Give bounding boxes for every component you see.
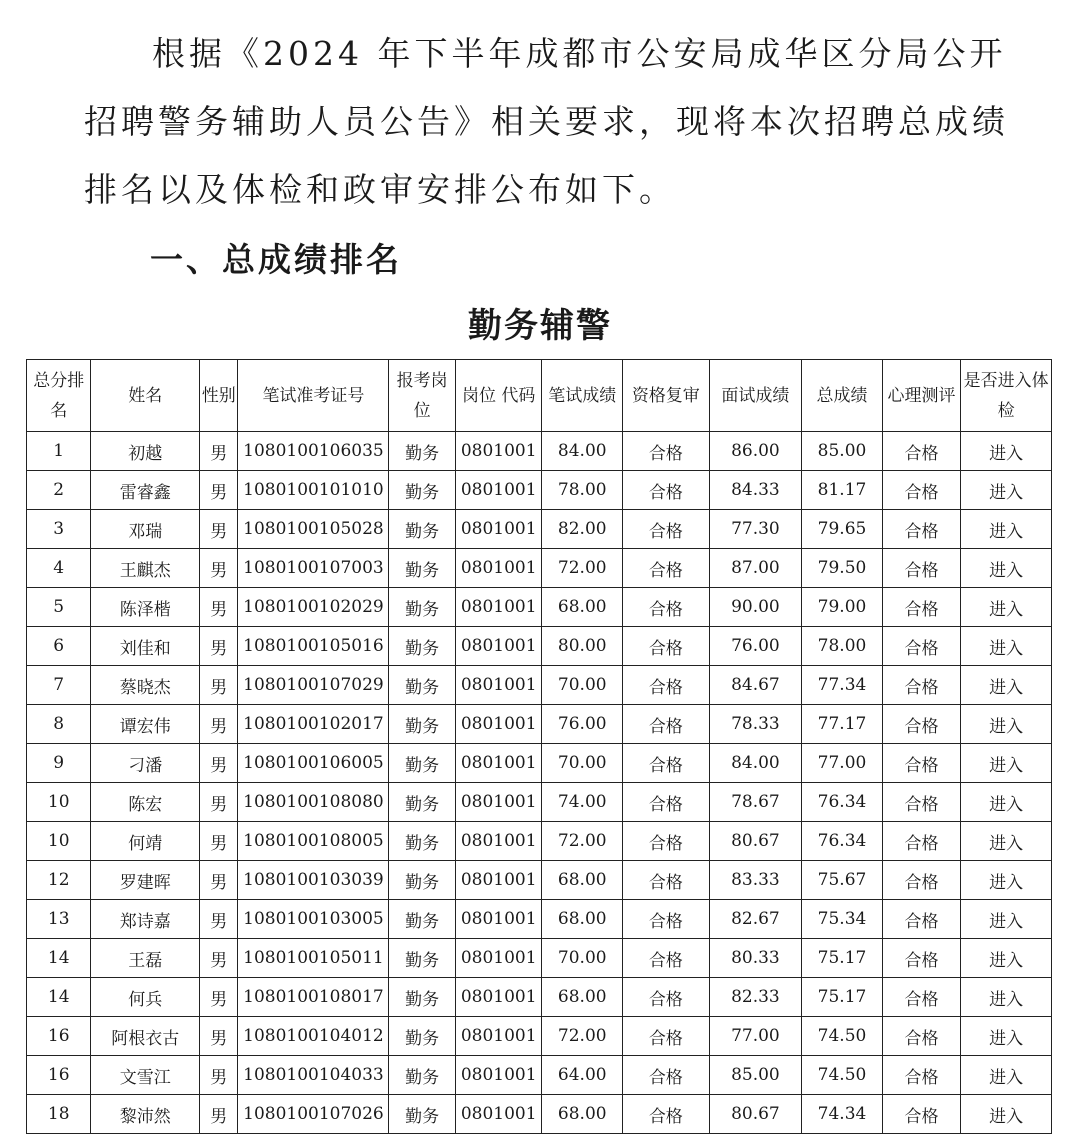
qualification-cell: 合格 bbox=[623, 978, 710, 1017]
qualification-cell: 合格 bbox=[623, 1017, 710, 1056]
name-cell: 何兵 bbox=[91, 978, 200, 1017]
psych-eval-cell: 合格 bbox=[882, 744, 961, 783]
name-cell: 郑诗嘉 bbox=[91, 900, 200, 939]
total-score-cell: 74.50 bbox=[802, 1056, 883, 1095]
post-code-cell: 0801001 bbox=[455, 432, 542, 471]
exam-no-cell: 1080100105028 bbox=[238, 510, 389, 549]
gender-cell: 男 bbox=[200, 471, 238, 510]
header-post: 报考岗位 bbox=[389, 360, 455, 432]
interview-score-cell: 85.00 bbox=[709, 1056, 802, 1095]
written-score-cell: 72.00 bbox=[542, 1017, 623, 1056]
rank-cell: 13 bbox=[27, 900, 91, 939]
table-row bbox=[27, 588, 1052, 627]
total-score-cell: 77.34 bbox=[802, 666, 883, 705]
total-score-cell: 79.65 bbox=[802, 510, 883, 549]
header-total-score: 总成绩 bbox=[802, 360, 883, 432]
psych-eval-cell: 合格 bbox=[882, 939, 961, 978]
rank-cell: 3 bbox=[27, 510, 91, 549]
table-row bbox=[27, 705, 1052, 744]
header-psych-eval: 心理测评 bbox=[882, 360, 961, 432]
psych-eval-cell: 合格 bbox=[882, 822, 961, 861]
header-qualification: 资格复审 bbox=[623, 360, 710, 432]
section-heading: 一、总成绩排名 bbox=[150, 240, 402, 279]
rank-cell: 7 bbox=[27, 666, 91, 705]
rank-cell: 14 bbox=[27, 978, 91, 1017]
post-code-cell: 0801001 bbox=[455, 588, 542, 627]
rank-cell: 10 bbox=[27, 822, 91, 861]
post-code-cell: 0801001 bbox=[455, 1056, 542, 1095]
post-code-cell: 0801001 bbox=[455, 978, 542, 1017]
exam-no-cell: 1080100104012 bbox=[238, 1017, 389, 1056]
written-score-cell: 64.00 bbox=[542, 1056, 623, 1095]
name-cell: 谭宏伟 bbox=[91, 705, 200, 744]
written-score-cell: 68.00 bbox=[542, 1095, 623, 1134]
rank-cell: 1 bbox=[27, 432, 91, 471]
rank-cell: 5 bbox=[27, 588, 91, 627]
gender-cell: 男 bbox=[200, 666, 238, 705]
physical-exam-cell: 进入 bbox=[961, 549, 1052, 588]
rank-cell: 14 bbox=[27, 939, 91, 978]
exam-no-cell: 1080100106035 bbox=[238, 432, 389, 471]
rank-cell: 6 bbox=[27, 627, 91, 666]
exam-no-cell: 1080100107003 bbox=[238, 549, 389, 588]
header-written-score: 笔试成绩 bbox=[542, 360, 623, 432]
physical-exam-cell: 进入 bbox=[961, 510, 1052, 549]
header-rank: 总分排名 bbox=[27, 360, 91, 432]
psych-eval-cell: 合格 bbox=[882, 510, 961, 549]
name-cell: 初越 bbox=[91, 432, 200, 471]
rank-cell: 16 bbox=[27, 1056, 91, 1095]
qualification-cell: 合格 bbox=[623, 471, 710, 510]
interview-score-cell: 78.33 bbox=[709, 705, 802, 744]
post-code-cell: 0801001 bbox=[455, 471, 542, 510]
written-score-cell: 70.00 bbox=[542, 744, 623, 783]
exam-no-cell: 1080100107029 bbox=[238, 666, 389, 705]
qualification-cell: 合格 bbox=[623, 861, 710, 900]
table-row bbox=[27, 627, 1052, 666]
name-cell: 刁潘 bbox=[91, 744, 200, 783]
gender-cell: 男 bbox=[200, 1017, 238, 1056]
exam-no-cell: 1080100108017 bbox=[238, 978, 389, 1017]
table-row bbox=[27, 432, 1052, 471]
written-score-cell: 70.00 bbox=[542, 666, 623, 705]
post-code-cell: 0801001 bbox=[455, 705, 542, 744]
qualification-cell: 合格 bbox=[623, 900, 710, 939]
physical-exam-cell: 进入 bbox=[961, 588, 1052, 627]
total-score-cell: 77.17 bbox=[802, 705, 883, 744]
post-cell: 勤务 bbox=[389, 783, 455, 822]
post-cell: 勤务 bbox=[389, 978, 455, 1017]
post-cell: 勤务 bbox=[389, 510, 455, 549]
post-cell: 勤务 bbox=[389, 705, 455, 744]
interview-score-cell: 90.00 bbox=[709, 588, 802, 627]
table-row bbox=[27, 939, 1052, 978]
psych-eval-cell: 合格 bbox=[882, 900, 961, 939]
psych-eval-cell: 合格 bbox=[882, 978, 961, 1017]
total-score-cell: 75.67 bbox=[802, 861, 883, 900]
table-row bbox=[27, 510, 1052, 549]
gender-cell: 男 bbox=[200, 627, 238, 666]
name-cell: 刘佳和 bbox=[91, 627, 200, 666]
physical-exam-cell: 进入 bbox=[961, 783, 1052, 822]
written-score-cell: 78.00 bbox=[542, 471, 623, 510]
gender-cell: 男 bbox=[200, 705, 238, 744]
interview-score-cell: 87.00 bbox=[709, 549, 802, 588]
rank-cell: 4 bbox=[27, 549, 91, 588]
post-cell: 勤务 bbox=[389, 744, 455, 783]
written-score-cell: 84.00 bbox=[542, 432, 623, 471]
exam-no-cell: 1080100108080 bbox=[238, 783, 389, 822]
total-score-cell: 79.00 bbox=[802, 588, 883, 627]
table-row bbox=[27, 549, 1052, 588]
total-score-cell: 74.34 bbox=[802, 1095, 883, 1134]
exam-no-cell: 1080100107026 bbox=[238, 1095, 389, 1134]
post-code-cell: 0801001 bbox=[455, 549, 542, 588]
physical-exam-cell: 进入 bbox=[961, 666, 1052, 705]
gender-cell: 男 bbox=[200, 861, 238, 900]
qualification-cell: 合格 bbox=[623, 939, 710, 978]
written-score-cell: 68.00 bbox=[542, 978, 623, 1017]
psych-eval-cell: 合格 bbox=[882, 432, 961, 471]
psych-eval-cell: 合格 bbox=[882, 1095, 961, 1134]
qualification-cell: 合格 bbox=[623, 666, 710, 705]
physical-exam-cell: 进入 bbox=[961, 861, 1052, 900]
gender-cell: 男 bbox=[200, 900, 238, 939]
exam-no-cell: 1080100106005 bbox=[238, 744, 389, 783]
name-cell: 何靖 bbox=[91, 822, 200, 861]
table-row bbox=[27, 1095, 1052, 1134]
exam-no-cell: 1080100104033 bbox=[238, 1056, 389, 1095]
rank-cell: 8 bbox=[27, 705, 91, 744]
total-score-cell: 75.17 bbox=[802, 939, 883, 978]
rank-cell: 10 bbox=[27, 783, 91, 822]
header-row bbox=[27, 360, 1052, 432]
total-score-cell: 75.34 bbox=[802, 900, 883, 939]
interview-score-cell: 84.33 bbox=[709, 471, 802, 510]
written-score-cell: 74.00 bbox=[542, 783, 623, 822]
exam-no-cell: 1080100105016 bbox=[238, 627, 389, 666]
post-code-cell: 0801001 bbox=[455, 1017, 542, 1056]
qualification-cell: 合格 bbox=[623, 744, 710, 783]
interview-score-cell: 80.33 bbox=[709, 939, 802, 978]
physical-exam-cell: 进入 bbox=[961, 1056, 1052, 1095]
name-cell: 阿根衣古 bbox=[91, 1017, 200, 1056]
written-score-cell: 80.00 bbox=[542, 627, 623, 666]
header-post-code: 岗位 代码 bbox=[455, 360, 542, 432]
post-cell: 勤务 bbox=[389, 471, 455, 510]
total-score-cell: 74.50 bbox=[802, 1017, 883, 1056]
gender-cell: 男 bbox=[200, 744, 238, 783]
physical-exam-cell: 进入 bbox=[961, 432, 1052, 471]
physical-exam-cell: 进入 bbox=[961, 627, 1052, 666]
post-code-cell: 0801001 bbox=[455, 744, 542, 783]
name-cell: 蔡晓杰 bbox=[91, 666, 200, 705]
exam-no-cell: 1080100103005 bbox=[238, 900, 389, 939]
exam-no-cell: 1080100102017 bbox=[238, 705, 389, 744]
table-row bbox=[27, 900, 1052, 939]
gender-cell: 男 bbox=[200, 1095, 238, 1134]
post-code-cell: 0801001 bbox=[455, 627, 542, 666]
name-cell: 陈宏 bbox=[91, 783, 200, 822]
written-score-cell: 72.00 bbox=[542, 549, 623, 588]
gender-cell: 男 bbox=[200, 1056, 238, 1095]
interview-score-cell: 82.67 bbox=[709, 900, 802, 939]
physical-exam-cell: 进入 bbox=[961, 1095, 1052, 1134]
physical-exam-cell: 进入 bbox=[961, 744, 1052, 783]
qualification-cell: 合格 bbox=[623, 627, 710, 666]
gender-cell: 男 bbox=[200, 432, 238, 471]
post-code-cell: 0801001 bbox=[455, 900, 542, 939]
interview-score-cell: 82.33 bbox=[709, 978, 802, 1017]
physical-exam-cell: 进入 bbox=[961, 900, 1052, 939]
post-code-cell: 0801001 bbox=[455, 783, 542, 822]
name-cell: 罗建晖 bbox=[91, 861, 200, 900]
qualification-cell: 合格 bbox=[623, 1056, 710, 1095]
header-physical-exam: 是否进入体检 bbox=[961, 360, 1052, 432]
physical-exam-cell: 进入 bbox=[961, 939, 1052, 978]
total-score-cell: 76.34 bbox=[802, 783, 883, 822]
rank-cell: 12 bbox=[27, 861, 91, 900]
total-score-cell: 81.17 bbox=[802, 471, 883, 510]
post-cell: 勤务 bbox=[389, 1095, 455, 1134]
physical-exam-cell: 进入 bbox=[961, 705, 1052, 744]
gender-cell: 男 bbox=[200, 549, 238, 588]
qualification-cell: 合格 bbox=[623, 588, 710, 627]
post-cell: 勤务 bbox=[389, 861, 455, 900]
total-score-cell: 79.50 bbox=[802, 549, 883, 588]
gender-cell: 男 bbox=[200, 588, 238, 627]
qualification-cell: 合格 bbox=[623, 783, 710, 822]
physical-exam-cell: 进入 bbox=[961, 1017, 1052, 1056]
psych-eval-cell: 合格 bbox=[882, 861, 961, 900]
header-gender: 性别 bbox=[200, 360, 238, 432]
post-cell: 勤务 bbox=[389, 549, 455, 588]
post-cell: 勤务 bbox=[389, 432, 455, 471]
post-code-cell: 0801001 bbox=[455, 510, 542, 549]
table-row bbox=[27, 978, 1052, 1017]
gender-cell: 男 bbox=[200, 822, 238, 861]
post-code-cell: 0801001 bbox=[455, 1095, 542, 1134]
rank-cell: 2 bbox=[27, 471, 91, 510]
post-code-cell: 0801001 bbox=[455, 861, 542, 900]
header-interview-score: 面试成绩 bbox=[709, 360, 802, 432]
psych-eval-cell: 合格 bbox=[882, 783, 961, 822]
gender-cell: 男 bbox=[200, 939, 238, 978]
physical-exam-cell: 进入 bbox=[961, 471, 1052, 510]
name-cell: 邓瑞 bbox=[91, 510, 200, 549]
table-row bbox=[27, 471, 1052, 510]
interview-score-cell: 77.30 bbox=[709, 510, 802, 549]
exam-no-cell: 1080100102029 bbox=[238, 588, 389, 627]
name-cell: 雷睿鑫 bbox=[91, 471, 200, 510]
interview-score-cell: 86.00 bbox=[709, 432, 802, 471]
psych-eval-cell: 合格 bbox=[882, 1017, 961, 1056]
qualification-cell: 合格 bbox=[623, 432, 710, 471]
post-cell: 勤务 bbox=[389, 1017, 455, 1056]
psych-eval-cell: 合格 bbox=[882, 627, 961, 666]
interview-score-cell: 84.00 bbox=[709, 744, 802, 783]
exam-no-cell: 1080100103039 bbox=[238, 861, 389, 900]
table-title: 勤务辅警 bbox=[468, 306, 612, 346]
interview-score-cell: 78.67 bbox=[709, 783, 802, 822]
table-row bbox=[27, 666, 1052, 705]
psych-eval-cell: 合格 bbox=[882, 1056, 961, 1095]
psych-eval-cell: 合格 bbox=[882, 549, 961, 588]
total-score-cell: 77.00 bbox=[802, 744, 883, 783]
name-cell: 黎沛然 bbox=[91, 1095, 200, 1134]
interview-score-cell: 80.67 bbox=[709, 1095, 802, 1134]
gender-cell: 男 bbox=[200, 783, 238, 822]
rank-cell: 18 bbox=[27, 1095, 91, 1134]
post-cell: 勤务 bbox=[389, 1056, 455, 1095]
written-score-cell: 82.00 bbox=[542, 510, 623, 549]
name-cell: 王磊 bbox=[91, 939, 200, 978]
total-score-cell: 75.17 bbox=[802, 978, 883, 1017]
table-row bbox=[27, 783, 1052, 822]
total-score-cell: 76.34 bbox=[802, 822, 883, 861]
exam-no-cell: 1080100105011 bbox=[238, 939, 389, 978]
table-body bbox=[27, 432, 1052, 1134]
name-cell: 王麒杰 bbox=[91, 549, 200, 588]
name-cell: 文雪江 bbox=[91, 1056, 200, 1095]
post-cell: 勤务 bbox=[389, 822, 455, 861]
post-cell: 勤务 bbox=[389, 900, 455, 939]
post-code-cell: 0801001 bbox=[455, 666, 542, 705]
interview-score-cell: 77.00 bbox=[709, 1017, 802, 1056]
qualification-cell: 合格 bbox=[623, 1095, 710, 1134]
written-score-cell: 76.00 bbox=[542, 705, 623, 744]
table-row bbox=[27, 744, 1052, 783]
physical-exam-cell: 进入 bbox=[961, 822, 1052, 861]
rank-cell: 16 bbox=[27, 1017, 91, 1056]
psych-eval-cell: 合格 bbox=[882, 666, 961, 705]
written-score-cell: 68.00 bbox=[542, 588, 623, 627]
post-code-cell: 0801001 bbox=[455, 939, 542, 978]
interview-score-cell: 83.33 bbox=[709, 861, 802, 900]
rank-cell: 9 bbox=[27, 744, 91, 783]
physical-exam-cell: 进入 bbox=[961, 978, 1052, 1017]
psych-eval-cell: 合格 bbox=[882, 705, 961, 744]
qualification-cell: 合格 bbox=[623, 705, 710, 744]
post-cell: 勤务 bbox=[389, 939, 455, 978]
results-table bbox=[26, 359, 1052, 1134]
gender-cell: 男 bbox=[200, 978, 238, 1017]
header-exam-no: 笔试准考证号 bbox=[238, 360, 389, 432]
post-cell: 勤务 bbox=[389, 588, 455, 627]
intro-paragraph: 根据《2024 年下半年成都市公安局成华区分局公开招聘警务辅助人员公告》相关要求，现将本次招聘总成绩排名以及体检和政审安排公布如下。 bbox=[84, 34, 1009, 209]
qualification-cell: 合格 bbox=[623, 549, 710, 588]
total-score-cell: 85.00 bbox=[802, 432, 883, 471]
qualification-cell: 合格 bbox=[623, 510, 710, 549]
psych-eval-cell: 合格 bbox=[882, 588, 961, 627]
table-row bbox=[27, 1017, 1052, 1056]
post-cell: 勤务 bbox=[389, 666, 455, 705]
name-cell: 陈泽楷 bbox=[91, 588, 200, 627]
interview-score-cell: 84.67 bbox=[709, 666, 802, 705]
total-score-cell: 78.00 bbox=[802, 627, 883, 666]
post-code-cell: 0801001 bbox=[455, 822, 542, 861]
psych-eval-cell: 合格 bbox=[882, 471, 961, 510]
interview-score-cell: 80.67 bbox=[709, 822, 802, 861]
table-row bbox=[27, 1056, 1052, 1095]
post-cell: 勤务 bbox=[389, 627, 455, 666]
written-score-cell: 68.00 bbox=[542, 861, 623, 900]
gender-cell: 男 bbox=[200, 510, 238, 549]
table-row bbox=[27, 861, 1052, 900]
exam-no-cell: 1080100108005 bbox=[238, 822, 389, 861]
written-score-cell: 72.00 bbox=[542, 822, 623, 861]
qualification-cell: 合格 bbox=[623, 822, 710, 861]
written-score-cell: 68.00 bbox=[542, 900, 623, 939]
written-score-cell: 70.00 bbox=[542, 939, 623, 978]
exam-no-cell: 1080100101010 bbox=[238, 471, 389, 510]
table-row bbox=[27, 822, 1052, 861]
interview-score-cell: 76.00 bbox=[709, 627, 802, 666]
header-name: 姓名 bbox=[91, 360, 200, 432]
